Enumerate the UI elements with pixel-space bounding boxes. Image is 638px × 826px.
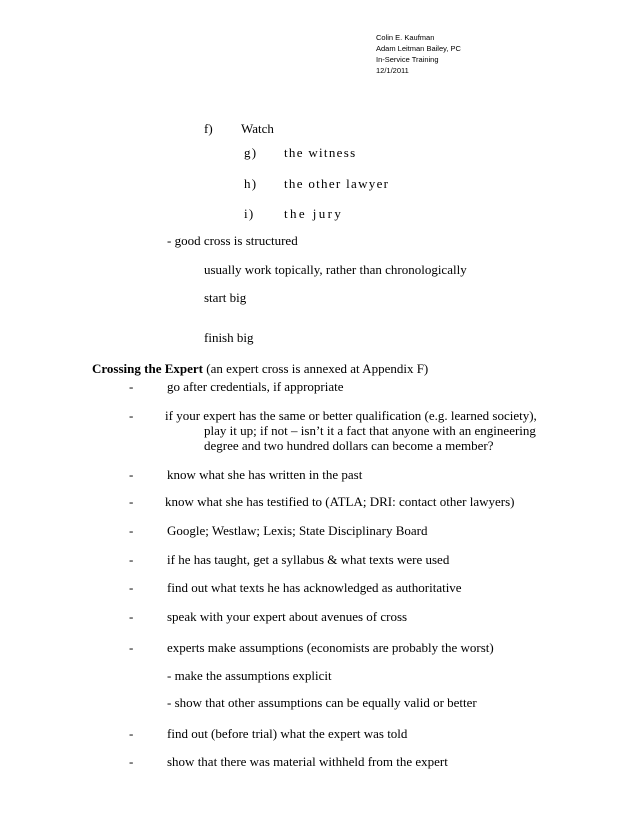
structured-item: usually work topically, rather than chronologically: [204, 262, 467, 277]
header-name: Colin E. Kaufman: [376, 33, 435, 42]
structured-heading: - good cross is structured: [167, 233, 298, 248]
bullet-text: if your expert has the same or better qualification (e.g. learned society),: [165, 408, 537, 423]
watch-item-text: the jury: [284, 206, 344, 221]
bullet-text: go after credentials, if appropriate: [167, 379, 344, 394]
bullet-dash: -: [129, 580, 134, 595]
bullet-dash: -: [129, 467, 134, 482]
sub-bullet-text: - make the assumptions explicit: [167, 668, 332, 683]
bullet-text: degree and two hundred dollars can become a member?: [204, 438, 494, 453]
bullet-text: find out what texts he has acknowledged as authoritative: [167, 580, 462, 595]
bullet-text: Google; Westlaw; Lexis; State Disciplinary Board: [167, 523, 428, 538]
watch-item-marker: i): [244, 206, 255, 221]
bullet-dash: -: [129, 494, 134, 509]
bullet-dash: -: [129, 609, 134, 624]
header-event: In-Service Training: [376, 55, 439, 64]
watch-item-marker: h): [244, 176, 258, 191]
structured-item: finish big: [204, 330, 254, 345]
header-firm: Adam Leitman Bailey, PC: [376, 44, 461, 53]
bullet-dash: -: [129, 379, 134, 394]
header-date: 12/1/2011: [376, 66, 409, 75]
bullet-dash: -: [129, 523, 134, 538]
expert-heading: [92, 361, 428, 377]
bullet-text: find out (before trial) what the expert was told: [167, 726, 408, 741]
watch-marker: f): [204, 121, 213, 136]
bullet-dash: -: [129, 754, 134, 769]
watch-item-marker: g): [244, 145, 258, 160]
bullet-text: know what she has written in the past: [167, 467, 363, 482]
bullet-text: if he has taught, get a syllabus & what texts were used: [167, 552, 450, 567]
expert-title: Crossing the Expert: [92, 361, 203, 376]
bullet-text: speak with your expert about avenues of cross: [167, 609, 408, 624]
structured-item: start big: [204, 290, 247, 305]
watch-label: Watch: [241, 121, 274, 136]
bullet-text: show that there was material withheld from the expert: [167, 754, 448, 769]
bullet-text: experts make assumptions (economists are probably the worst): [167, 640, 494, 655]
watch-item-text: the other lawyer: [284, 176, 390, 191]
bullet-text: play it up; if not – isn’t it a fact that anyone with an engineering: [204, 423, 536, 438]
bullet-dash: -: [129, 408, 134, 423]
sub-bullet-text: - show that other assumptions can be equally valid or better: [167, 695, 477, 710]
expert-title-note: (an expert cross is annexed at Appendix F): [206, 361, 429, 376]
bullet-text: know what she has testified to (ATLA; DRI: contact other lawyers): [165, 494, 515, 509]
bullet-dash: -: [129, 552, 134, 567]
bullet-dash: -: [129, 640, 134, 655]
bullet-dash: -: [129, 726, 134, 741]
watch-item-text: the witness: [284, 145, 357, 160]
